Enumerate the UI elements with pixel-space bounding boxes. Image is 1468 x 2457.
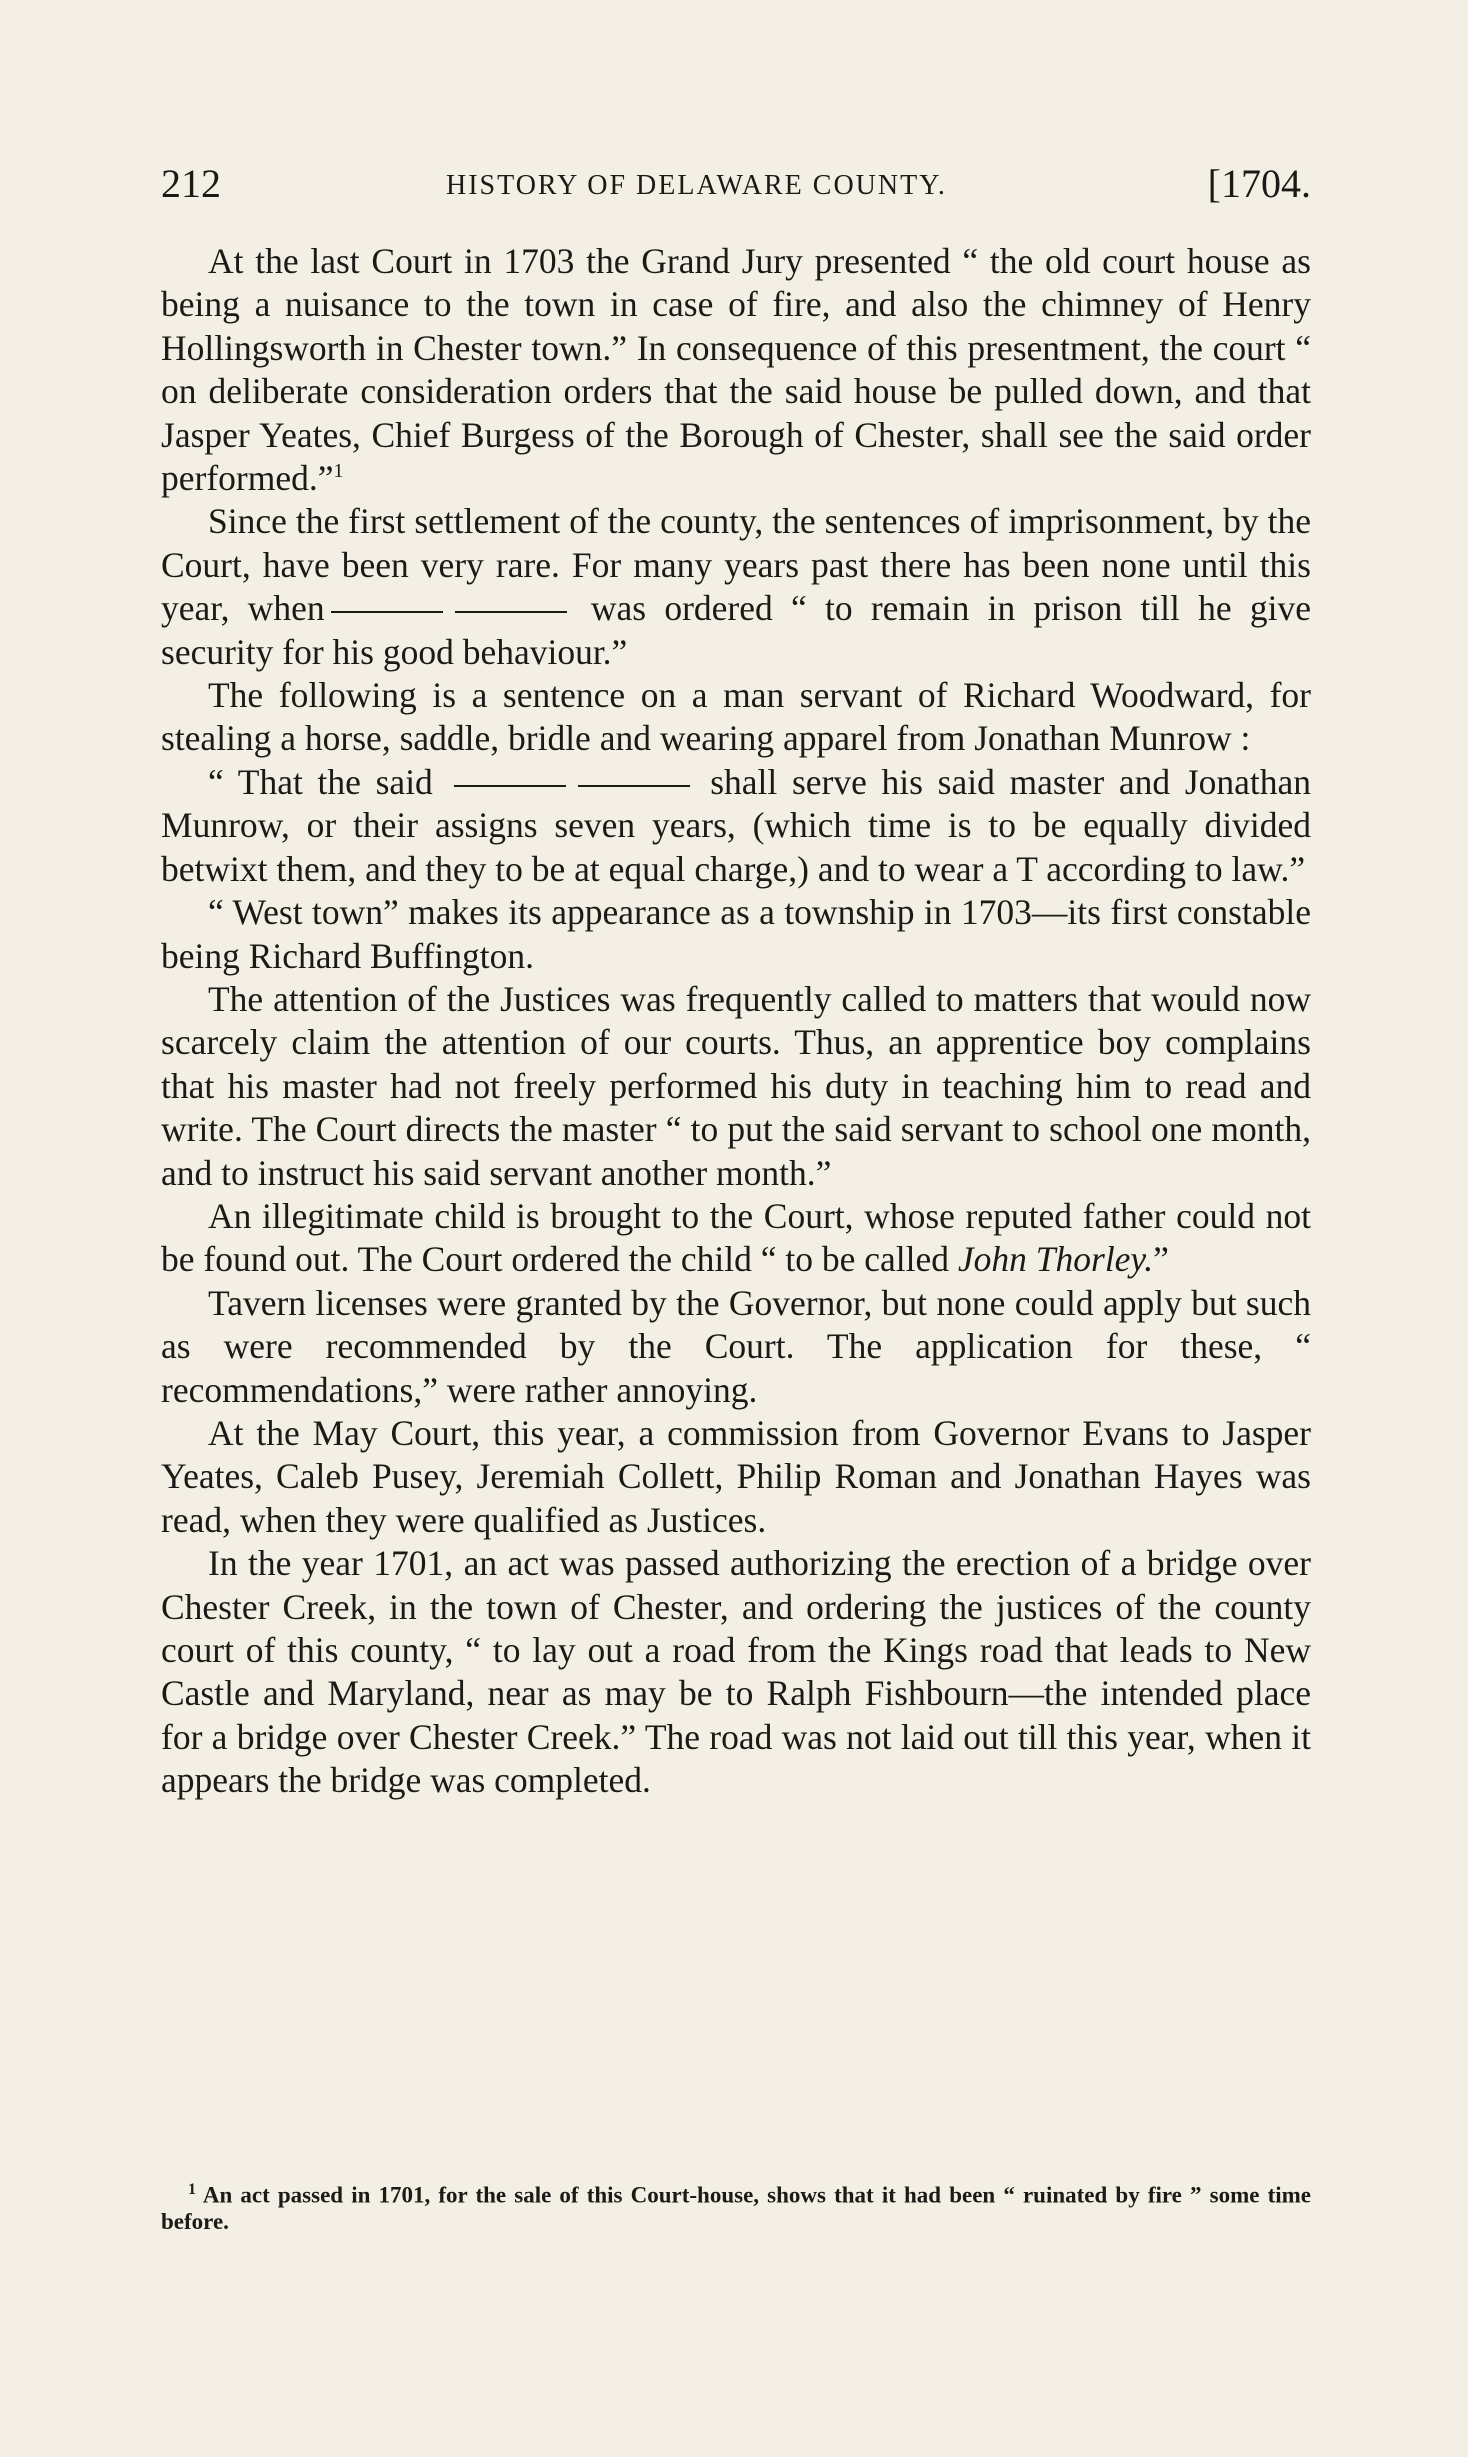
name-blank-dash [454,785,566,787]
paragraph-imprisonment: Since the first settlement of the county, the sentences of imprisonment, by the Court, have been very rare. For many years past there has been none until this year, when was ordered “ to remain in prison till he give security for his good behaviour.” [161,501,1311,672]
paragraph-old-court-house: At the last Court in 1703 the Grand Jury presented “ the old court house as being a nuisance to the town in case of fire, and also the chimney of Henry Hollingsworth in Chester town.” In consequence of this presentment, the court “ on deliberate consideration orders that the said house be pulled down, and that Jasper Yeates, Chief Burgess of the Borough of Chester, shall see the said order performed.”$^1$ [161,241,1311,499]
name-blank-dash [455,611,567,613]
footnote-text: An act passed in 1701, for the sale of this Court-house, shows that it had been “ ruinated by fire ” some time before. [161,2182,1311,2234]
page-header [161,160,1311,220]
name-blank-dash [331,611,443,613]
paragraph-sentence-intro: The following is a sentence on a man servant of Richard Woodward, for stealing a horse, saddle, bridle and wearing apparel from Jonathan Munrow : [161,675,1311,759]
body-text [161,240,1311,1803]
page-number: 212 [161,161,221,206]
footnote [161,2177,1311,2235]
name-blank-dash [578,785,690,787]
footnote-reference: 1 [333,460,344,483]
paragraph-apprentice: The attention of the Justices was frequently called to matters that would now scarcely claim the attention of our courts. Thus, an apprentice boy complains that his master had not freely performed his duty in teaching him to read and write. The Court directs the master “ to put the said servant to school one month, and to instruct his said servant another month.” [161,978,1311,1193]
paragraph-tavern-licenses: Tavern licenses were granted by the Governor, but none could apply but such as were recommended by the Court. The application for these, “ recommendations,” were rather annoying. [161,1282,1311,1410]
year-marker: [1704. [1207,161,1311,206]
paragraph-may-court: At the May Court, this year, a commission from Governor Evans to Jasper Yeates, Caleb Pusey, Jeremiah Collett, Philip Roman and Jonathan Hayes was read, when they were qualified as Justices. [161,1412,1311,1540]
paragraph-illegitimate-child: An illegitimate child is brought to the Court, whose reputed father could not be found out. The Court ordered the child “ to be called John Thorley.” [161,1195,1311,1280]
paragraph-bridge: In the year 1701, an act was passed authorizing the erection of a bridge over Chester Creek, in the town of Chester, and ordering the justices of the county court of this county, “ to lay out a road from the Kings road that leads to New Castle and Maryland, near as may be to Ralph Fishbourn—the intended place for a bridge over Chester Creek.” The road was not laid out till this year, when it appears the bridge was completed. [161,1543,1311,1801]
child-name: John Thorley. [957,1239,1154,1280]
paragraph-west-town: “ West town” makes its appearance as a township in 1703—its first constable being Richard Buffington. [161,892,1311,976]
running-title: HISTORY OF DELAWARE COUNTY. [446,170,947,201]
footnote-mark: 1 [188,2181,196,2198]
paragraph-sentence-quote: “ That the said shall serve his said master and Jonathan Munrow, or their assigns seven years, (which time is to be equally divided betwixt them, and they to be at equal charge,) and to wear a T according to law.” [161,761,1312,889]
